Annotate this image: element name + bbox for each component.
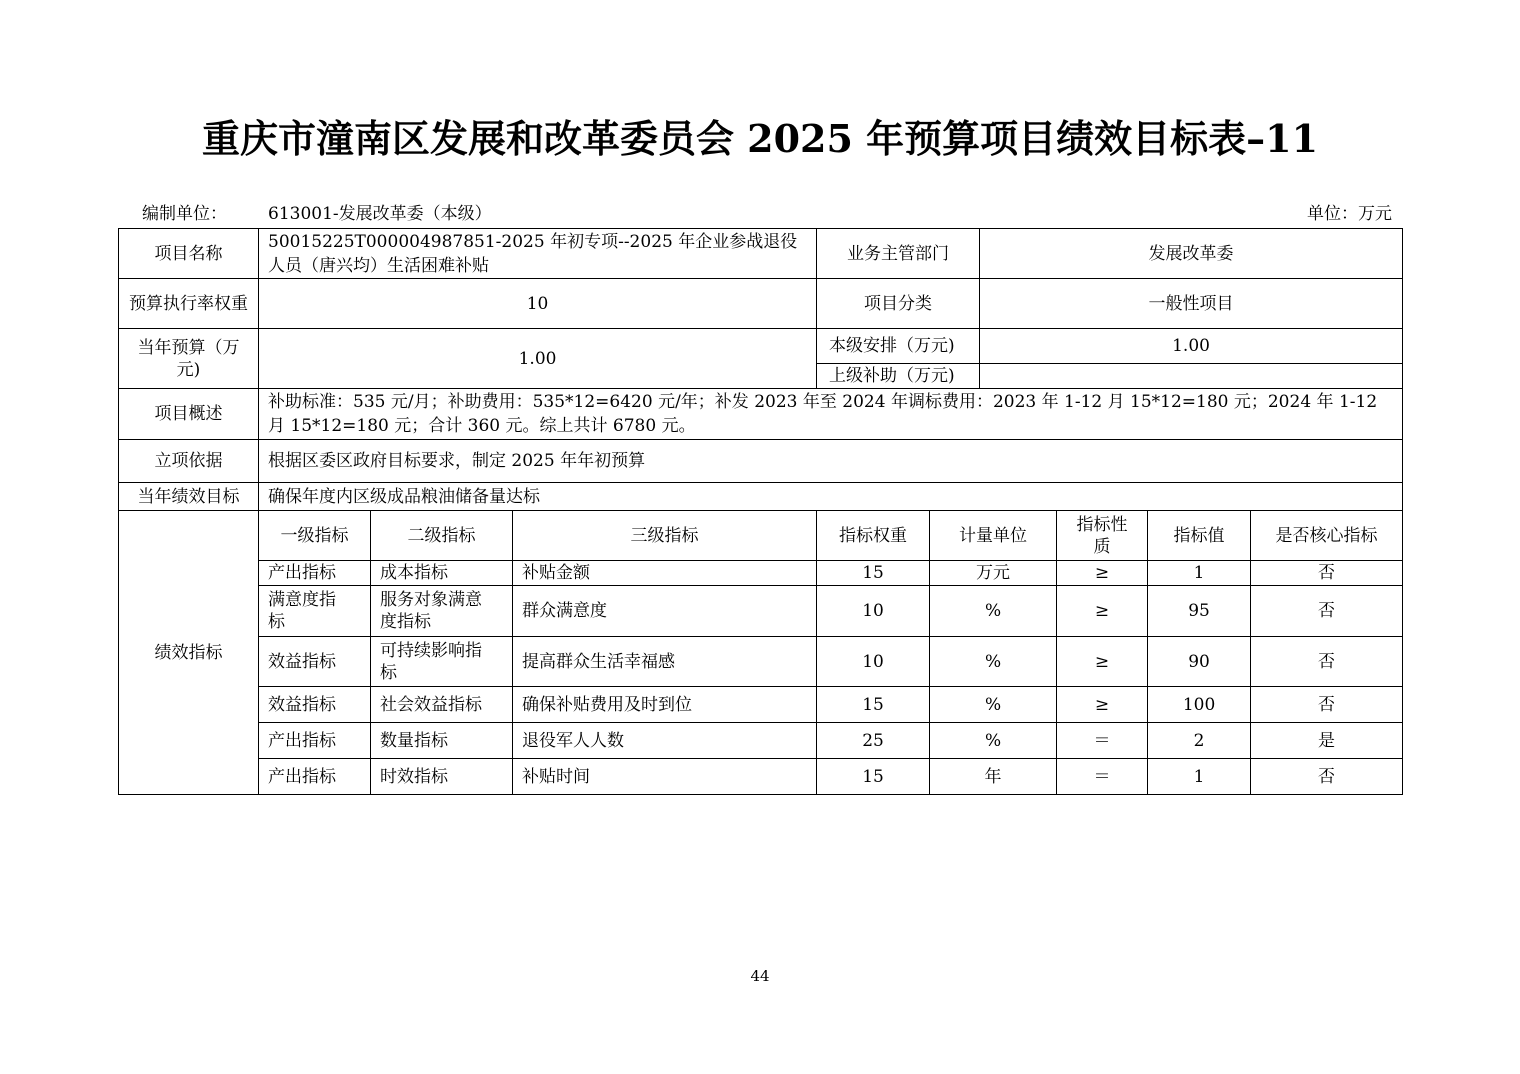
performance-table xyxy=(118,228,1403,795)
project-name-row xyxy=(119,229,1403,279)
budget-row xyxy=(119,329,1403,364)
indicator-cell: % xyxy=(930,723,1057,759)
indicator-row xyxy=(119,687,1403,723)
indicator-header: 指标性质 xyxy=(1057,511,1148,561)
overview-value: 补助标准：535 元/月；补助费用：535*12=6420 元/年；补发 2023 年至 2024 年调标费用：2023 年 1-12 月 15*12=180 元；2024 年 1-12 月 15*12=180 元；合计 360 元。综上共计 6780 元。 xyxy=(259,389,1403,440)
dept-value: 发展改革委 xyxy=(980,229,1403,279)
category-label: 项目分类 xyxy=(817,279,980,329)
indicator-cell: % xyxy=(930,586,1057,637)
indicator-row xyxy=(119,759,1403,795)
indicator-cell: 90 xyxy=(1148,637,1251,687)
exec-weight-value: 10 xyxy=(259,279,817,329)
local-budget-value: 1.00 xyxy=(980,329,1403,364)
indicator-cell: 服务对象满意度指标 xyxy=(371,586,513,637)
indicator-cell: 社会效益指标 xyxy=(371,687,513,723)
budget-label: 当年预算（万元) xyxy=(119,329,259,389)
indicator-cell: ≥ xyxy=(1057,586,1148,637)
exec-weight-label: 预算执行率权重 xyxy=(119,279,259,329)
page-number: 44 xyxy=(750,967,770,985)
superior-budget-value xyxy=(980,364,1403,389)
indicator-cell: 否 xyxy=(1251,561,1403,586)
indicator-cell: 15 xyxy=(817,687,930,723)
indicator-cell: 确保补贴费用及时到位 xyxy=(513,687,817,723)
indicator-header: 二级指标 xyxy=(371,511,513,561)
indicator-cell: ＝ xyxy=(1057,723,1148,759)
superior-budget-label: 上级补助（万元) xyxy=(817,364,980,389)
indicator-cell: 100 xyxy=(1148,687,1251,723)
project-name-value: 50015225T000004987851-2025 年初专项--2025 年企业参战退役人员（唐兴均）生活困难补贴 xyxy=(259,229,817,279)
indicator-cell: 效益指标 xyxy=(259,687,371,723)
budget-value: 1.00 xyxy=(259,329,817,389)
category-value: 一般性项目 xyxy=(980,279,1403,329)
indicator-row xyxy=(119,586,1403,637)
goal-label: 当年绩效目标 xyxy=(119,483,259,511)
indicator-section-label: 绩效指标 xyxy=(119,511,259,795)
indicator-row xyxy=(119,723,1403,759)
indicator-header: 指标权重 xyxy=(817,511,930,561)
indicator-header-row xyxy=(119,511,1403,561)
indicator-cell: 万元 xyxy=(930,561,1057,586)
indicator-cell: % xyxy=(930,637,1057,687)
goal-row xyxy=(119,483,1403,511)
indicator-cell: 效益指标 xyxy=(259,637,371,687)
indicator-header: 指标值 xyxy=(1148,511,1251,561)
indicator-cell: 95 xyxy=(1148,586,1251,637)
indicator-cell: 群众满意度 xyxy=(513,586,817,637)
indicator-cell: 产出指标 xyxy=(259,723,371,759)
basis-label: 立项依据 xyxy=(119,440,259,483)
indicator-row xyxy=(119,637,1403,687)
currency-unit: 单位：万元 xyxy=(1307,204,1392,224)
indicator-cell: ≥ xyxy=(1057,687,1148,723)
indicator-header: 一级指标 xyxy=(259,511,371,561)
indicator-cell: 提高群众生活幸福感 xyxy=(513,637,817,687)
basis-value: 根据区委区政府目标要求，制定 2025 年年初预算 xyxy=(259,440,1403,483)
indicator-cell: 成本指标 xyxy=(371,561,513,586)
indicator-cell: 产出指标 xyxy=(259,759,371,795)
indicator-cell: 15 xyxy=(817,561,930,586)
indicator-cell: 数量指标 xyxy=(371,723,513,759)
indicator-cell: 补贴时间 xyxy=(513,759,817,795)
indicator-cell: 10 xyxy=(817,586,930,637)
indicator-cell: 满意度指标 xyxy=(259,586,371,637)
indicator-cell: 可持续影响指标 xyxy=(371,637,513,687)
indicator-header: 三级指标 xyxy=(513,511,817,561)
project-name-label: 项目名称 xyxy=(119,229,259,279)
indicator-row xyxy=(119,561,1403,586)
indicator-cell: 时效指标 xyxy=(371,759,513,795)
indicator-cell: 否 xyxy=(1251,586,1403,637)
indicator-cell: 否 xyxy=(1251,759,1403,795)
indicator-cell: 是 xyxy=(1251,723,1403,759)
goal-value: 确保年度内区级成品粮油储备量达标 xyxy=(259,483,1403,511)
exec-weight-row xyxy=(119,279,1403,329)
indicator-header: 计量单位 xyxy=(930,511,1057,561)
compiling-unit-label: 编制单位： xyxy=(142,204,227,224)
basis-row xyxy=(119,440,1403,483)
indicator-cell: 10 xyxy=(817,637,930,687)
indicator-cell: 产出指标 xyxy=(259,561,371,586)
indicator-cell: 15 xyxy=(817,759,930,795)
indicator-header: 是否核心指标 xyxy=(1251,511,1403,561)
indicator-cell: ≥ xyxy=(1057,637,1148,687)
indicator-cell: 25 xyxy=(817,723,930,759)
indicator-cell: 退役军人人数 xyxy=(513,723,817,759)
local-budget-label: 本级安排（万元) xyxy=(817,329,980,364)
indicator-cell: 否 xyxy=(1251,687,1403,723)
page-title: 重庆市潼南区发展和改革委员会 2025 年预算项目绩效目标表–11 xyxy=(201,116,1319,161)
overview-row xyxy=(119,389,1403,440)
indicator-cell: ≥ xyxy=(1057,561,1148,586)
indicator-cell: 补贴金额 xyxy=(513,561,817,586)
indicator-cell: 否 xyxy=(1251,637,1403,687)
indicator-cell: 年 xyxy=(930,759,1057,795)
overview-label: 项目概述 xyxy=(119,389,259,440)
indicator-cell: 1 xyxy=(1148,561,1251,586)
indicator-cell: % xyxy=(930,687,1057,723)
indicator-cell: 2 xyxy=(1148,723,1251,759)
indicator-cell: ＝ xyxy=(1057,759,1148,795)
dept-label: 业务主管部门 xyxy=(817,229,980,279)
compiling-unit-value: 613001-发展改革委（本级） xyxy=(268,204,492,224)
indicator-cell: 1 xyxy=(1148,759,1251,795)
